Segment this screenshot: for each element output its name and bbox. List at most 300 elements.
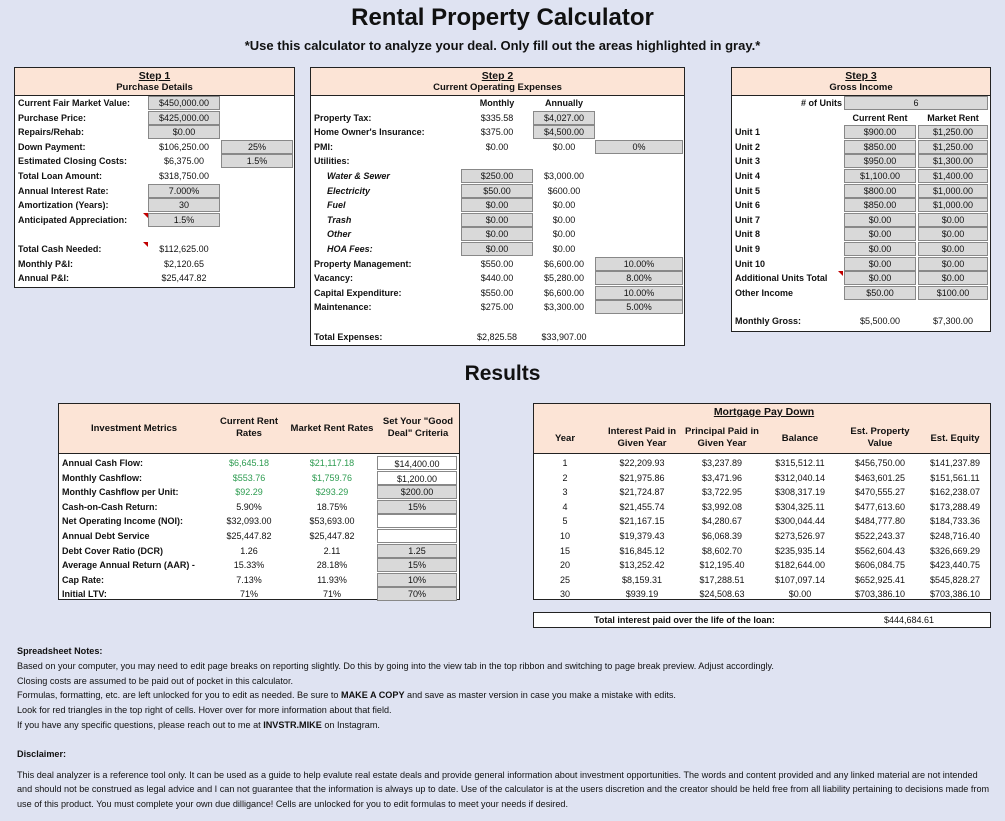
info-indicator-icon[interactable] bbox=[143, 213, 148, 218]
metrics-panel bbox=[58, 403, 460, 600]
expense-row bbox=[311, 169, 684, 184]
expense-row bbox=[311, 330, 684, 345]
unit-row bbox=[732, 257, 990, 272]
expense-row bbox=[311, 257, 684, 272]
unit-row bbox=[732, 140, 990, 155]
mortgage-balance: $304,325.11 bbox=[775, 501, 825, 512]
unit-label: Unit 5 bbox=[735, 185, 761, 196]
expense-row bbox=[311, 198, 684, 213]
notes-heading: Spreadsheet Notes: bbox=[17, 646, 103, 656]
h-est-equity: Est. Equity bbox=[930, 433, 980, 444]
gross-current: $5,500.00 bbox=[859, 316, 901, 327]
unit-row bbox=[732, 227, 990, 242]
metric-current: 1.26 bbox=[240, 545, 258, 556]
metric-label: Monthly Cashflow: bbox=[62, 472, 142, 483]
metric-label: Net Operating Income (NOI): bbox=[62, 516, 184, 527]
unit-current-rent[interactable]: $850.00 bbox=[844, 140, 916, 154]
page-title: Rental Property Calculator bbox=[351, 4, 654, 31]
metric-current: $92.29 bbox=[235, 487, 263, 498]
unit-row bbox=[732, 213, 990, 228]
unit-current-rent[interactable]: $800.00 bbox=[844, 184, 916, 198]
expense-label: Other bbox=[327, 229, 352, 240]
purchase-value: $318,750.00 bbox=[158, 170, 210, 181]
unit-market-rent[interactable]: $1,250.00 bbox=[918, 125, 988, 139]
mortgage-row bbox=[534, 558, 990, 573]
purchase-row bbox=[15, 198, 294, 213]
mortgage-interest: $21,167.15 bbox=[619, 516, 665, 527]
metric-row bbox=[59, 544, 459, 559]
unit-current-rent[interactable]: $1,100.00 bbox=[844, 169, 916, 183]
results-heading: Results bbox=[464, 362, 541, 385]
unit-market-rent[interactable]: $1,000.00 bbox=[918, 198, 988, 212]
metric-row bbox=[59, 587, 459, 602]
step3-header: Step 3 Gross Income bbox=[732, 68, 990, 96]
mortgage-principal: $3,992.08 bbox=[701, 501, 743, 512]
metric-market: $1,759.76 bbox=[311, 472, 353, 483]
expense-monthly[interactable]: $250.00 bbox=[461, 169, 533, 183]
step1-rows bbox=[15, 96, 294, 286]
notes-line: If you have any specific questions, please reach out to me at INVSTR.MIKE on Instagram. bbox=[17, 719, 380, 730]
expense-label: Home Owner's Insurance: bbox=[314, 127, 425, 138]
mortgage-year: 1 bbox=[562, 458, 568, 468]
expense-annually: $33,907.00 bbox=[541, 331, 587, 342]
purchase-label: Down Payment: bbox=[18, 141, 86, 152]
unit-row bbox=[732, 271, 990, 286]
page-subtitle: *Use this calculator to analyze your deal. Only fill out the areas highlighted in gray.* bbox=[244, 38, 761, 53]
h-investment-metrics: Investment Metrics bbox=[90, 423, 178, 434]
mortgage-interest: $16,845.12 bbox=[619, 545, 665, 556]
mortgage-principal: $6,068.39 bbox=[701, 530, 743, 541]
expense-monthly: $550.00 bbox=[480, 287, 514, 298]
expense-annually: $600.00 bbox=[547, 185, 581, 196]
metric-market: 18.75% bbox=[316, 501, 348, 512]
metric-good-deal[interactable]: $1,200.00 bbox=[377, 471, 457, 485]
expense-row bbox=[311, 242, 684, 257]
purchase-row bbox=[15, 111, 294, 126]
mortgage-equity: $248,716.40 bbox=[929, 530, 981, 541]
expense-row bbox=[311, 286, 684, 301]
mortgage-equity: $423,440.75 bbox=[929, 560, 981, 571]
metric-current: $553.76 bbox=[232, 472, 266, 483]
gross-market: $7,300.00 bbox=[932, 316, 974, 327]
expense-annually: $5,280.00 bbox=[543, 273, 585, 284]
unit-market-rent[interactable]: $0.00 bbox=[918, 242, 988, 256]
expense-label: Fuel bbox=[327, 200, 346, 211]
expense-label: Maintenance: bbox=[314, 302, 372, 313]
mortgage-row bbox=[534, 587, 990, 602]
unit-label: Additional Units Total bbox=[735, 273, 828, 284]
expense-percent[interactable]: 10.00% bbox=[595, 286, 683, 300]
purchase-label: Repairs/Rehab: bbox=[18, 127, 85, 138]
purchase-label: Total Loan Amount: bbox=[18, 170, 102, 181]
unit-current-rent[interactable]: $0.00 bbox=[844, 271, 916, 285]
unit-current-rent[interactable]: $0.00 bbox=[844, 227, 916, 241]
unit-current-rent[interactable]: $0.00 bbox=[844, 242, 916, 256]
unit-market-rent[interactable]: $0.00 bbox=[918, 227, 988, 241]
purchase-row bbox=[15, 271, 294, 286]
unit-label: Unit 6 bbox=[735, 200, 761, 211]
expense-annually: $3,000.00 bbox=[543, 170, 585, 181]
metric-label: Annual Cash Flow: bbox=[62, 458, 143, 468]
purchase-percent[interactable]: 1.5% bbox=[221, 154, 293, 168]
expense-monthly[interactable]: $50.00 bbox=[461, 184, 533, 198]
mortgage-year: 4 bbox=[562, 501, 568, 512]
metric-row bbox=[59, 471, 459, 486]
mortgage-row bbox=[534, 471, 990, 486]
metric-good-deal[interactable]: 1.25 bbox=[377, 544, 457, 558]
step2-rows bbox=[311, 111, 684, 345]
step3-rows bbox=[732, 125, 990, 300]
expense-label: Electricity bbox=[327, 185, 371, 196]
metric-row bbox=[59, 514, 459, 529]
metric-good-deal[interactable] bbox=[377, 514, 457, 528]
mortgage-year: 15 bbox=[559, 545, 570, 556]
unit-label: Unit 9 bbox=[735, 243, 761, 254]
mortgage-value: $470,555.27 bbox=[854, 487, 906, 498]
expense-label: Vacancy: bbox=[314, 273, 354, 284]
expense-monthly[interactable]: $0.00 bbox=[461, 242, 533, 256]
mortgage-equity: $326,669.29 bbox=[929, 545, 981, 556]
mortgage-year: 10 bbox=[559, 530, 570, 541]
mortgage-row bbox=[534, 529, 990, 544]
mortgage-row bbox=[534, 573, 990, 588]
expense-monthly: $275.00 bbox=[480, 302, 514, 313]
mortgage-title: Mortgage Pay Down bbox=[713, 406, 815, 418]
notes-line: Based on your computer, you may need to edit page breaks on reporting slightly. Do this by going into the view tab in the top ribbon and switching to page break preview. Adjust accordingly. bbox=[17, 660, 774, 671]
mortgage-interest: $21,455.74 bbox=[619, 501, 665, 512]
mortgage-interest: $21,724.87 bbox=[619, 487, 665, 498]
units-input[interactable]: 6 bbox=[844, 96, 988, 110]
h-balance: Balance bbox=[781, 433, 819, 444]
metric-market: 28.18% bbox=[316, 560, 348, 571]
notes-line: Closing costs are assumed to be paid out of pocket in this calculator. bbox=[17, 675, 293, 686]
unit-label: Unit 7 bbox=[735, 214, 761, 225]
unit-label: Other Income bbox=[735, 287, 794, 298]
mortgage-value: $463,601.25 bbox=[854, 472, 906, 483]
unit-market-rent[interactable]: $100.00 bbox=[918, 286, 988, 300]
expense-row bbox=[311, 154, 684, 169]
expense-annually: $6,600.00 bbox=[543, 287, 585, 298]
metric-good-deal[interactable]: 10% bbox=[377, 573, 457, 587]
mortgage-balance: $300,044.44 bbox=[774, 516, 826, 527]
purchase-label: Amortization (Years): bbox=[18, 200, 109, 211]
expense-label: Utilities: bbox=[314, 156, 350, 167]
purchase-label: Annual Interest Rate: bbox=[18, 185, 109, 196]
purchase-label: Purchase Price: bbox=[18, 112, 87, 123]
h-est-property-value: Est. Property Value bbox=[850, 426, 910, 449]
mortgage-interest: $8,159.31 bbox=[621, 574, 663, 585]
mortgage-equity: $151,561.11 bbox=[930, 472, 980, 483]
unit-market-rent[interactable]: $1,400.00 bbox=[918, 169, 988, 183]
mortgage-year: 5 bbox=[562, 516, 568, 527]
mortgage-principal: $12,195.40 bbox=[699, 560, 745, 571]
mortgage-interest: $21,975.86 bbox=[619, 472, 665, 483]
unit-current-rent[interactable]: $850.00 bbox=[844, 198, 916, 212]
expense-row bbox=[311, 300, 684, 315]
purchase-value[interactable]: 7.000% bbox=[148, 184, 220, 198]
metric-row bbox=[59, 456, 459, 471]
expense-annually: $3,300.00 bbox=[543, 302, 585, 313]
expense-monthly: $0.00 bbox=[485, 141, 509, 152]
purchase-label: Estimated Closing Costs: bbox=[18, 156, 128, 167]
mortgage-balance: $315,512.11 bbox=[775, 458, 825, 468]
mortgage-principal: $4,280.67 bbox=[701, 516, 743, 527]
mortgage-year: 20 bbox=[559, 560, 570, 571]
col-current-rent: Current Rent bbox=[852, 112, 908, 123]
mortgage-interest: $19,379.43 bbox=[619, 530, 665, 541]
metric-market: 71% bbox=[322, 589, 341, 600]
expense-label: PMI: bbox=[314, 141, 333, 152]
purchase-row bbox=[15, 242, 294, 257]
metric-good-deal[interactable]: 15% bbox=[377, 500, 457, 514]
mortgage-balance: $107,097.14 bbox=[774, 574, 826, 585]
total-interest-label: Total interest paid over the life of the loan: bbox=[594, 615, 775, 625]
metric-good-deal[interactable]: 15% bbox=[377, 558, 457, 572]
mortgage-rows bbox=[534, 454, 990, 602]
expense-row bbox=[311, 184, 684, 199]
mortgage-row bbox=[534, 485, 990, 500]
mortgage-balance: $308,317.19 bbox=[774, 487, 826, 498]
metric-good-deal[interactable]: $200.00 bbox=[377, 485, 457, 499]
metric-current: 5.90% bbox=[236, 501, 262, 512]
mortgage-interest: $13,252.42 bbox=[619, 560, 665, 571]
mortgage-value: $703,386.10 bbox=[854, 589, 906, 600]
expense-annually[interactable]: $4,027.00 bbox=[533, 111, 595, 125]
unit-market-rent[interactable]: $1,000.00 bbox=[918, 184, 988, 198]
metric-current: 7.13% bbox=[236, 574, 262, 585]
expense-percent[interactable]: 10.00% bbox=[595, 257, 683, 271]
expense-annually: $0.00 bbox=[552, 214, 576, 225]
metric-row bbox=[59, 500, 459, 515]
mortgage-row bbox=[534, 544, 990, 559]
expense-label: Capital Expenditure: bbox=[314, 287, 402, 298]
mortgage-principal: $3,471.96 bbox=[701, 472, 743, 483]
metric-market: $25,447.82 bbox=[309, 530, 355, 541]
mortgage-year: 25 bbox=[559, 574, 570, 585]
expense-row bbox=[311, 315, 684, 330]
purchase-row bbox=[15, 96, 294, 111]
mortgage-principal: $17,288.51 bbox=[699, 574, 745, 585]
purchase-row bbox=[15, 169, 294, 184]
metric-market: $293.29 bbox=[315, 487, 349, 498]
expense-row bbox=[311, 271, 684, 286]
purchase-label: Monthly P&I: bbox=[18, 258, 73, 269]
purchase-value: $106,250.00 bbox=[158, 141, 210, 152]
h-year: Year bbox=[554, 433, 576, 444]
purchase-row bbox=[15, 227, 294, 242]
unit-row bbox=[732, 125, 990, 140]
unit-row bbox=[732, 286, 990, 301]
h-principal-paid: Principal Paid in Given Year bbox=[685, 426, 759, 449]
col-annually-header: Annually bbox=[544, 98, 583, 108]
unit-market-rent[interactable]: $0.00 bbox=[918, 213, 988, 227]
unit-market-rent[interactable]: $0.00 bbox=[918, 271, 988, 285]
step3-col-headers bbox=[732, 111, 990, 126]
purchase-row bbox=[15, 184, 294, 199]
purchase-value[interactable]: $425,000.00 bbox=[148, 111, 220, 125]
mortgage-row bbox=[534, 500, 990, 515]
expense-monthly[interactable]: $0.00 bbox=[461, 213, 533, 227]
purchase-percent[interactable]: 25% bbox=[221, 140, 293, 154]
metrics-header bbox=[59, 404, 459, 454]
expense-percent[interactable]: 8.00% bbox=[595, 271, 683, 285]
h-interest-paid: Interest Paid in Given Year bbox=[607, 426, 677, 449]
unit-row bbox=[732, 198, 990, 213]
expense-row bbox=[311, 111, 684, 126]
unit-current-rent[interactable]: $0.00 bbox=[844, 213, 916, 227]
expense-annually: $0.00 bbox=[552, 243, 576, 254]
expense-label: Property Management: bbox=[314, 258, 412, 269]
expense-label: Water & Sewer bbox=[327, 170, 390, 181]
step2-header: Step 2 Current Operating Expenses bbox=[311, 68, 684, 96]
unit-market-rent[interactable]: $1,300.00 bbox=[918, 154, 988, 168]
expense-row bbox=[311, 213, 684, 228]
expense-monthly: $550.00 bbox=[480, 258, 514, 269]
metric-label: Annual Debt Service bbox=[62, 530, 150, 541]
expense-monthly[interactable]: $0.00 bbox=[461, 227, 533, 241]
mortgage-row bbox=[534, 514, 990, 529]
expense-monthly: $440.00 bbox=[480, 273, 514, 284]
disclaimer-heading: Disclaimer: bbox=[17, 748, 67, 759]
metric-good-deal[interactable]: 70% bbox=[377, 587, 457, 601]
metric-row bbox=[59, 558, 459, 573]
purchase-value[interactable]: 30 bbox=[148, 198, 220, 212]
unit-market-rent[interactable]: $0.00 bbox=[918, 257, 988, 271]
unit-label: Unit 10 bbox=[735, 258, 766, 269]
unit-label: Unit 8 bbox=[735, 229, 761, 240]
monthly-gross-row bbox=[732, 314, 990, 329]
purchase-label: Total Cash Needed: bbox=[18, 243, 102, 254]
expense-monthly[interactable]: $0.00 bbox=[461, 198, 533, 212]
h-current-rent-rates: Current Rent Rates bbox=[219, 416, 279, 439]
mortgage-principal: $3,237.89 bbox=[701, 458, 743, 468]
col-monthly-header: Monthly bbox=[479, 98, 515, 108]
unit-current-rent[interactable]: $900.00 bbox=[844, 125, 916, 139]
units-row bbox=[732, 96, 990, 111]
h-good-deal-criteria: Set Your "Good Deal" Criteria bbox=[382, 416, 454, 439]
mortgage-year: 3 bbox=[562, 487, 568, 498]
mortgage-value: $484,777.80 bbox=[854, 516, 906, 527]
metric-good-deal[interactable]: $14,400.00 bbox=[377, 456, 457, 470]
expense-label: HOA Fees: bbox=[327, 243, 373, 254]
metric-market: $53,693.00 bbox=[309, 516, 355, 527]
mortgage-principal: $8,602.70 bbox=[701, 545, 743, 556]
purchase-row bbox=[15, 257, 294, 272]
mortgage-value: $652,925.41 bbox=[854, 574, 906, 585]
unit-market-rent[interactable]: $1,250.00 bbox=[918, 140, 988, 154]
metric-current: $6,645.18 bbox=[228, 458, 270, 468]
purchase-row bbox=[15, 213, 294, 228]
col-market-rent: Market Rent bbox=[927, 112, 979, 123]
expense-monthly: $335.58 bbox=[480, 112, 514, 123]
expense-monthly: $375.00 bbox=[480, 127, 514, 138]
step2-col-headers bbox=[311, 96, 684, 111]
mortgage-year: 30 bbox=[559, 589, 570, 600]
expense-monthly: $2,825.58 bbox=[476, 331, 518, 342]
purchase-value[interactable]: $450,000.00 bbox=[148, 96, 220, 110]
expense-percent[interactable]: 0% bbox=[595, 140, 683, 154]
mortgage-balance: $235,935.14 bbox=[774, 545, 826, 556]
info-indicator-icon[interactable] bbox=[838, 271, 843, 276]
mortgage-equity: $141,237.89 bbox=[929, 458, 981, 468]
unit-label: Unit 3 bbox=[735, 156, 761, 167]
expense-annually: $0.00 bbox=[552, 200, 576, 211]
expense-percent[interactable]: 5.00% bbox=[595, 300, 683, 314]
mortgage-equity: $545,828.27 bbox=[929, 574, 981, 585]
purchase-value[interactable]: $0.00 bbox=[148, 125, 220, 139]
unit-label: Unit 2 bbox=[735, 141, 761, 152]
units-label: # of Units bbox=[800, 98, 842, 108]
metric-good-deal[interactable] bbox=[377, 529, 457, 543]
mortgage-year: 2 bbox=[562, 472, 568, 483]
metric-label: Initial LTV: bbox=[62, 589, 107, 600]
expense-annually: $0.00 bbox=[552, 141, 576, 152]
info-indicator-icon[interactable] bbox=[143, 242, 148, 247]
h-market-rent-rates: Market Rent Rates bbox=[290, 423, 374, 434]
expense-annually[interactable]: $4,500.00 bbox=[533, 125, 595, 139]
mortgage-row bbox=[534, 456, 990, 471]
metric-market: 11.93% bbox=[317, 574, 347, 585]
expense-label: Property Tax: bbox=[314, 112, 372, 123]
spreadsheet-notes bbox=[17, 644, 992, 812]
metric-label: Debt Cover Ratio (DCR) bbox=[62, 545, 164, 556]
metric-current: 15.33% bbox=[233, 560, 265, 571]
metric-current: $32,093.00 bbox=[226, 516, 272, 527]
mortgage-value: $606,084.75 bbox=[854, 560, 906, 571]
metric-label: Average Annual Return (AAR) - bbox=[62, 560, 195, 571]
mortgage-balance: $312,040.14 bbox=[774, 472, 826, 483]
purchase-value[interactable]: 1.5% bbox=[148, 213, 220, 227]
unit-row bbox=[732, 184, 990, 199]
mortgage-balance: $182,644.00 bbox=[774, 560, 826, 571]
metric-current: $25,447.82 bbox=[226, 530, 272, 541]
mortgage-equity: $703,386.10 bbox=[929, 589, 981, 600]
unit-row bbox=[732, 154, 990, 169]
step2-panel bbox=[310, 67, 685, 346]
mortgage-value: $456,750.00 bbox=[854, 458, 906, 468]
purchase-value: $2,120.65 bbox=[163, 258, 205, 269]
expense-row bbox=[311, 227, 684, 242]
disclaimer-text: This deal analyzer is a reference tool only. It can be used as a guide to help evalute real estate deals and provide general information about investment opportunities. The words and content provided and any linked material are not intended and should not be construed as legal advice and I can not guarantee that the information is always up to date. Use of the calculator is at the users discretion and the creator should be held free from all liability pertaining to decisions made from use of this product. You must complete your own due dilligance! Cells are unlocked for you to edit formulas to meet your needs if desired. bbox=[17, 769, 990, 810]
metric-market: $21,117.18 bbox=[309, 458, 355, 468]
expense-label: Trash bbox=[327, 214, 352, 225]
mortgage-balance: $0.00 bbox=[788, 589, 812, 600]
mortgage-panel bbox=[533, 403, 991, 600]
step1-header: Step 1 Purchase Details bbox=[15, 68, 294, 96]
metric-market: 2.11 bbox=[323, 545, 341, 556]
unit-row bbox=[732, 242, 990, 257]
mortgage-balance: $273,526.97 bbox=[774, 530, 826, 541]
unit-current-rent[interactable]: $50.00 bbox=[844, 286, 916, 300]
purchase-row bbox=[15, 140, 294, 155]
expense-row bbox=[311, 125, 684, 140]
unit-label: Unit 4 bbox=[735, 170, 761, 181]
mortgage-value: $477,613.60 bbox=[854, 501, 906, 512]
unit-current-rent[interactable]: $0.00 bbox=[844, 257, 916, 271]
metric-current: 71% bbox=[239, 589, 258, 600]
metric-label: Monthly Cashflow per Unit: bbox=[62, 487, 179, 498]
purchase-value: $25,447.82 bbox=[161, 273, 207, 284]
step1-panel bbox=[14, 67, 295, 288]
mortgage-principal: $3,722.95 bbox=[701, 487, 743, 498]
purchase-label: Anticipated Appreciation: bbox=[18, 214, 128, 225]
expense-row bbox=[311, 140, 684, 155]
expense-annually: $6,600.00 bbox=[543, 258, 585, 269]
expense-annually: $0.00 bbox=[552, 229, 576, 240]
mortgage-value: $562,604.43 bbox=[854, 545, 906, 556]
purchase-value: $112,625.00 bbox=[159, 243, 209, 254]
unit-current-rent[interactable]: $950.00 bbox=[844, 154, 916, 168]
